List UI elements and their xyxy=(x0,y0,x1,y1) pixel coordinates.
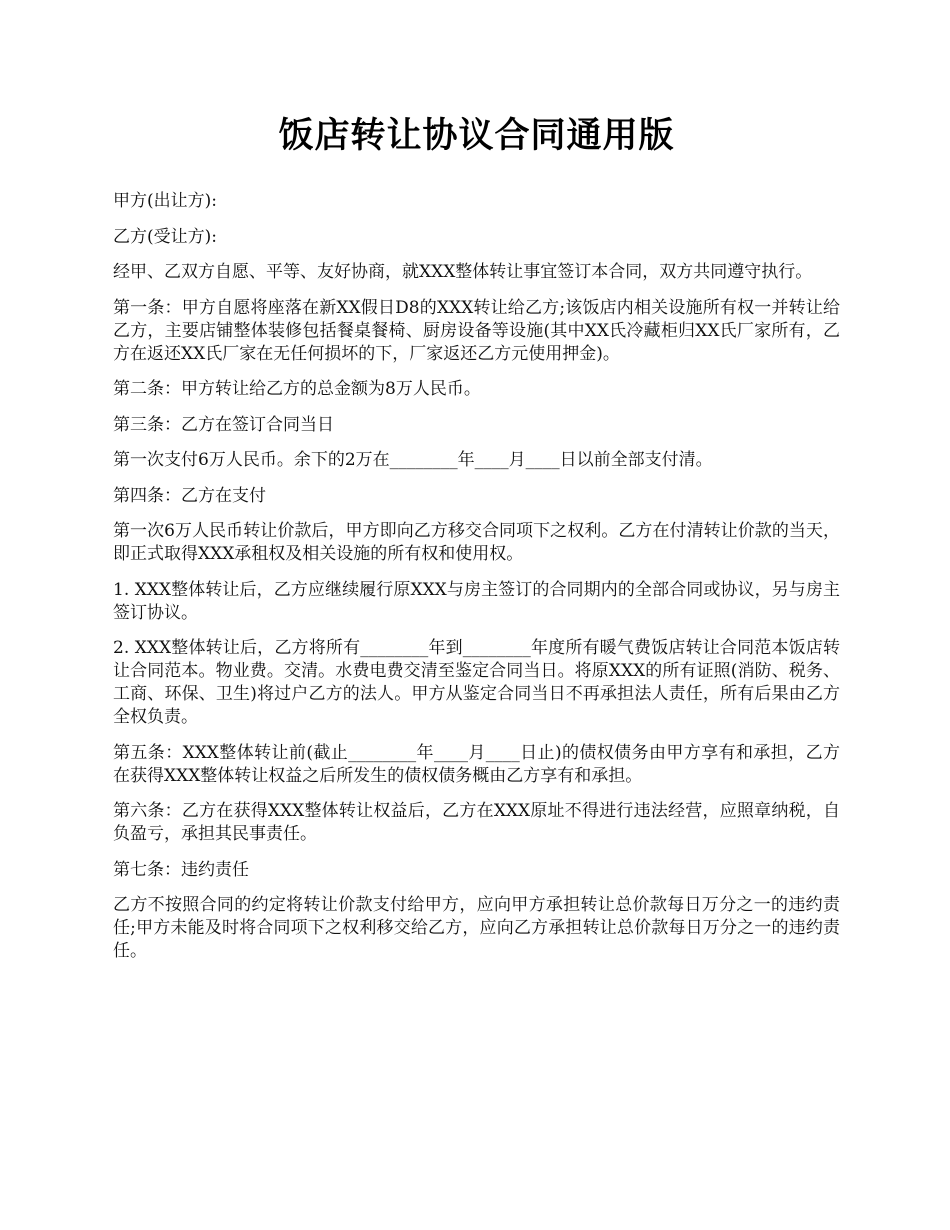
clause-2-paragraph: 2. XXX整体转让后，乙方将所有________年到________年度所有暖气费饭店转让合同范本饭店转让合同范本。物业费。交清。水费电费交清至鉴定合同当日。将原XXX的所有证照(消防、税务、工商、环保、卫生)将过户乙方的法人。甲方从鉴定合同当日不再承担法人责任，所有后果由乙方全权负责。 xyxy=(113,638,840,727)
article-4-heading: 第四条：乙方在支付 xyxy=(113,485,266,506)
article-3-heading: 第三条：乙方在签订合同当日 xyxy=(113,414,334,435)
article-1-paragraph: 第一条：甲方自愿将座落在新XX假日D8的XXX转让给乙方;该饭店内相关设施所有权一并转让给乙方，主要店铺整体装修包括餐桌餐椅、厨房设备等设施(其中XX氏冷藏柜归XX氏厂家所有，乙方在返还XX氏厂家在无任何损坏的下，厂家返还乙方元使用押金)。 xyxy=(113,297,840,364)
clause-1-paragraph: 1. XXX整体转让后，乙方应继续履行原XXX与房主签订的合同期内的全部合同或协议，另与房主签订协议。 xyxy=(113,579,840,623)
article-3-paragraph: 第一次支付6万人民币。余下的2万在________年____月____日以前全部支付清。 xyxy=(113,450,713,470)
article-2-paragraph: 第二条：甲方转让给乙方的总金额为8万人民币。 xyxy=(113,379,481,399)
article-6-paragraph: 第六条：乙方在获得XXX整体转让权益后，乙方在XXX原址不得进行违法经营，应照章纳税，自负盈亏，承担其民事责任。 xyxy=(113,801,840,844)
article-7-paragraph: 乙方不按照合同的约定将转让价款支付给甲方，应向甲方承担转让总价款每日万分之一的违约责任;甲方未能及时将合同项下之权利移交给乙方，应向乙方承担转让总价款每日万分之一的违约责任。 xyxy=(113,895,840,961)
preamble-paragraph: 经甲、乙双方自愿、平等、友好协商，就XXX整体转让事宜签订本合同，双方共同遵守执行。 xyxy=(113,262,813,282)
document-title: 饭店转让协议合同通用版 xyxy=(278,116,675,156)
party-b-line: 乙方(受让方): xyxy=(113,226,217,247)
article-7-heading: 第七条：违约责任 xyxy=(113,859,249,880)
article-5-paragraph: 第五条：XXX整体转让前(截止________年____月____日止)的债权债务由甲方享有和承担，乙方在获得XXX整体转让权益之后所发生的债权债务概由乙方享有和承担。 xyxy=(113,742,840,786)
party-a-line: 甲方(出让方): xyxy=(113,191,217,211)
article-4-paragraph: 第一次6万人民币转让价款后，甲方即向乙方移交合同项下之权利。乙方在付清转让价款的当天，即正式取得XXX承租权及相关设施的所有权和使用权。 xyxy=(113,521,840,564)
